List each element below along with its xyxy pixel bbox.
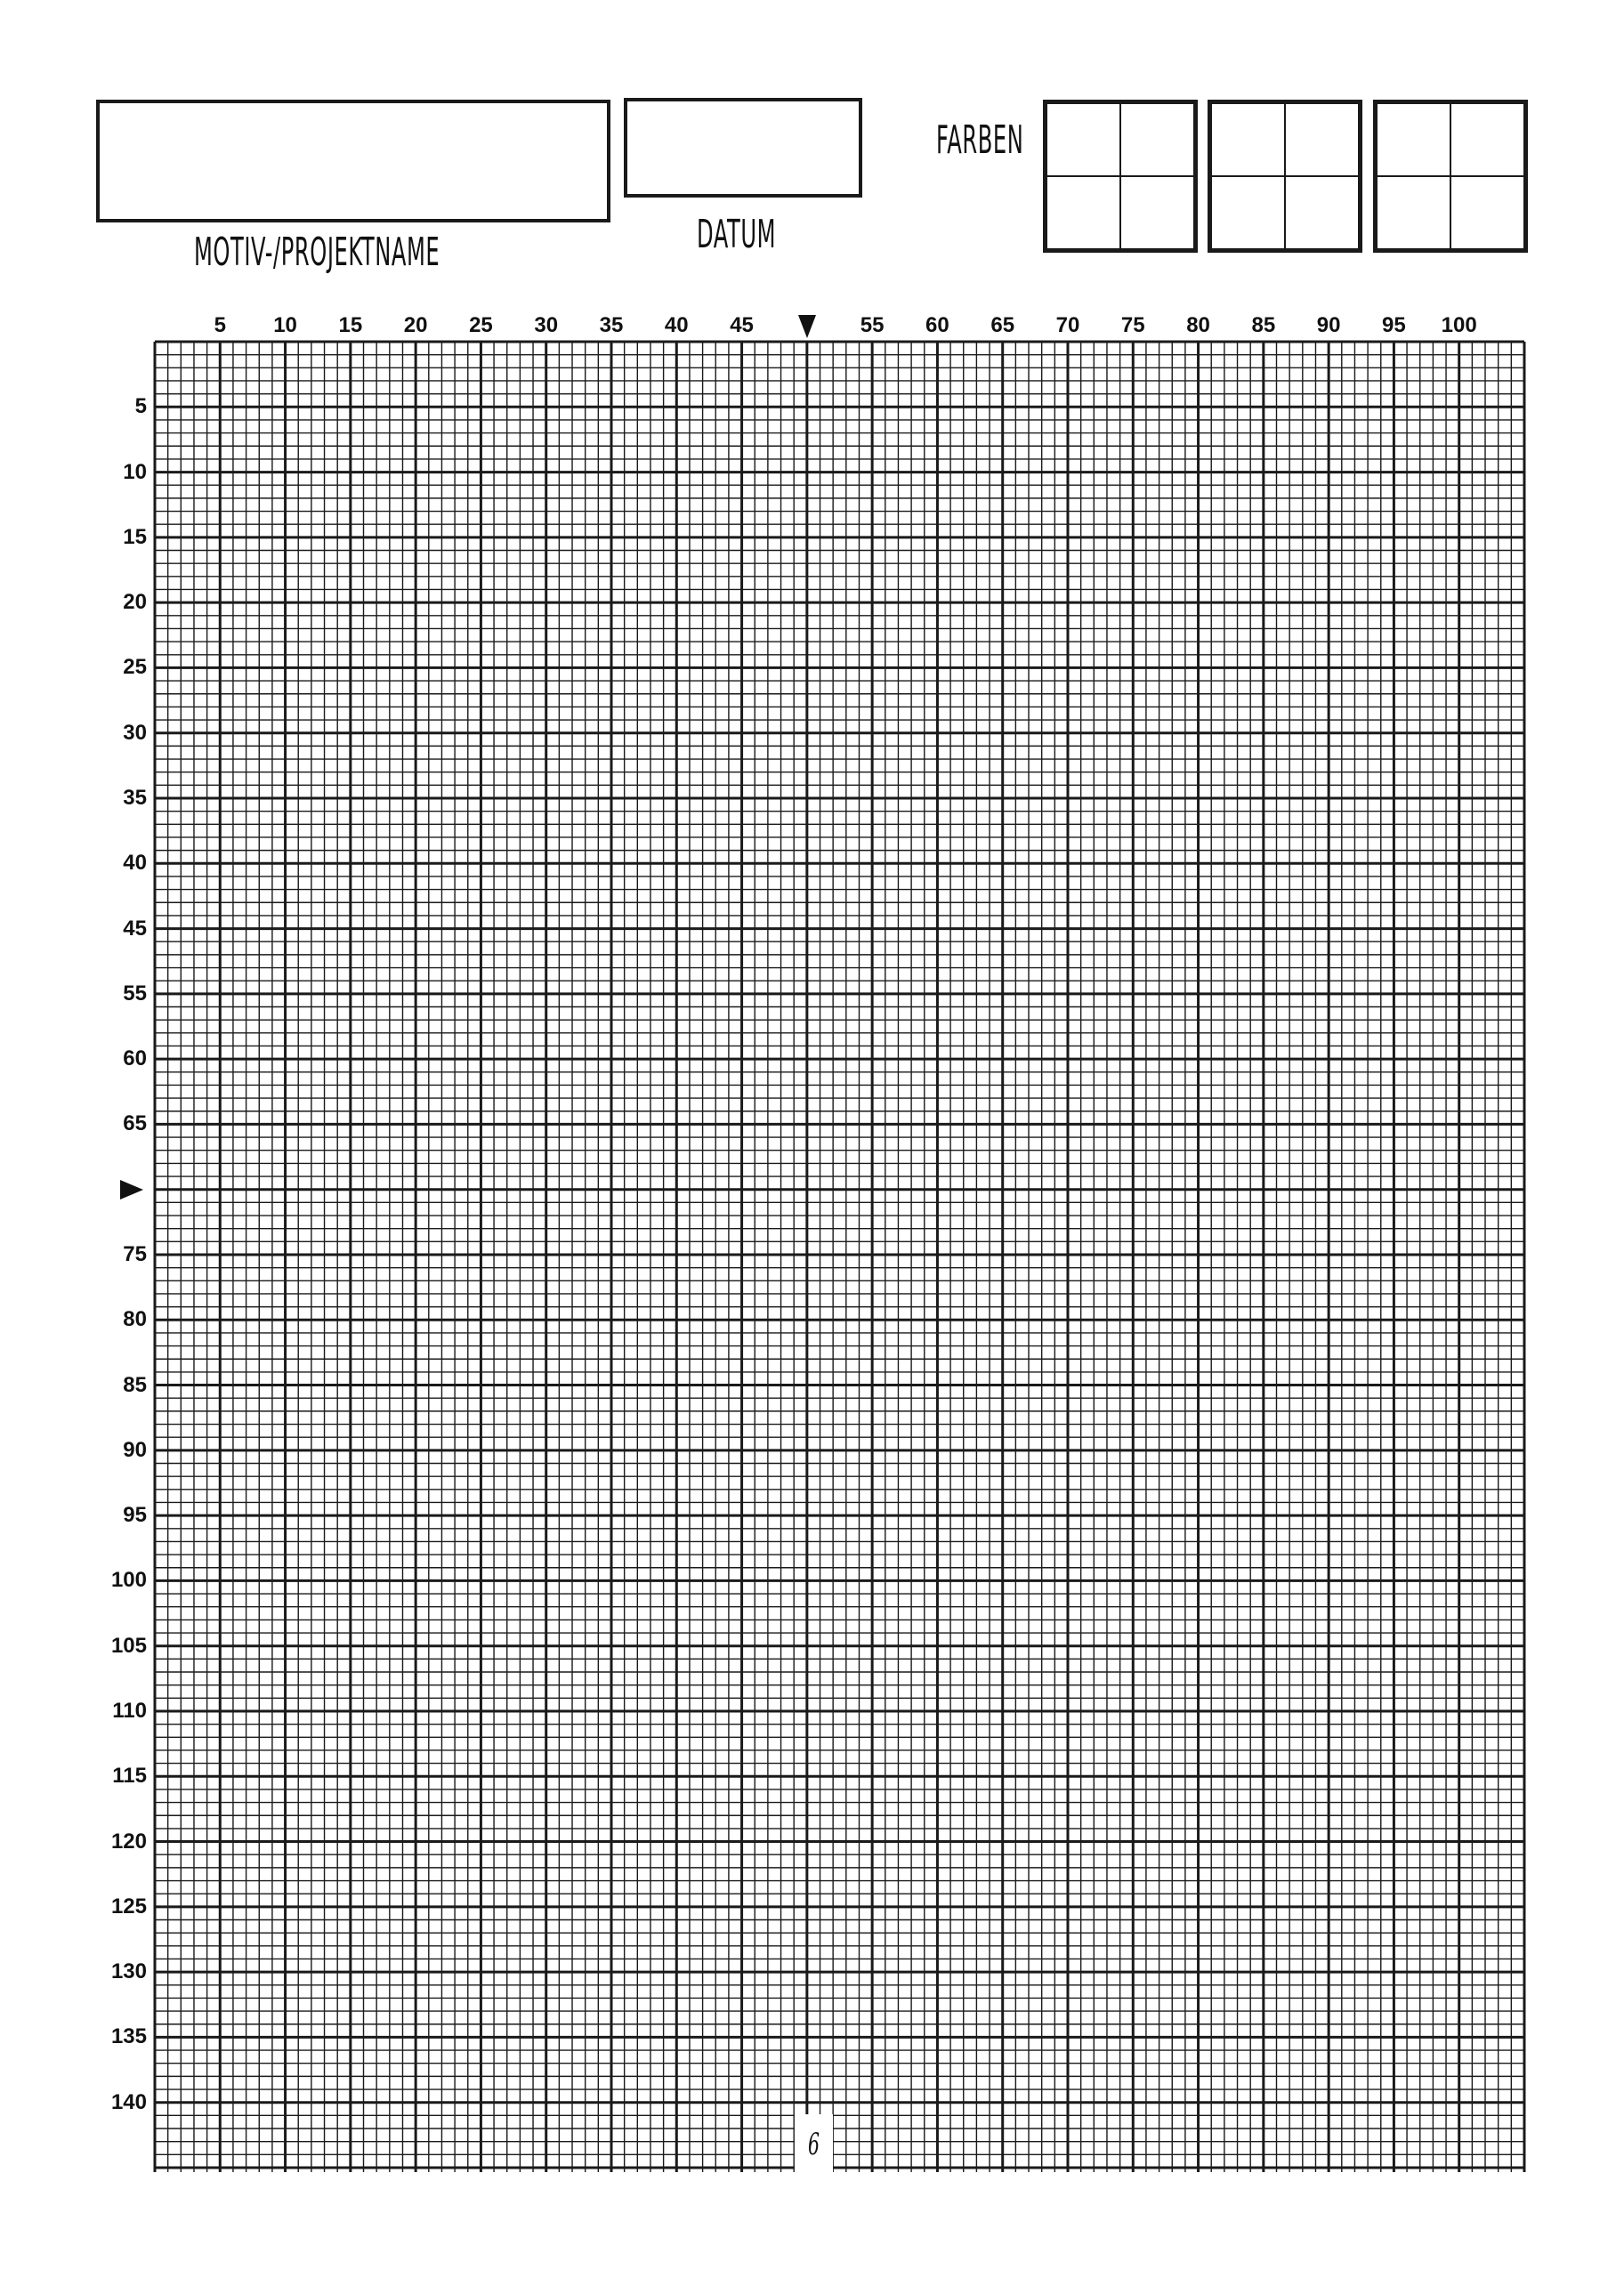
column-label: 45 [730, 313, 754, 337]
row-label: 15 [123, 524, 147, 549]
column-label: 40 [664, 313, 689, 337]
color-swatch[interactable] [1211, 103, 1285, 176]
project-name-label: MOTIV-/PROJEKTNAME [194, 230, 440, 275]
colors-label: FARBEN [936, 117, 1024, 163]
column-label: 10 [273, 313, 297, 337]
color-swatch[interactable] [1285, 103, 1359, 176]
row-label: 120 [110, 1829, 147, 1854]
color-swatch[interactable] [1377, 176, 1450, 249]
column-label: 85 [1251, 313, 1276, 337]
column-label: 80 [1186, 313, 1210, 337]
column-label: 25 [469, 313, 493, 337]
row-label: 5 [134, 394, 147, 419]
color-swatch[interactable] [1120, 103, 1194, 176]
row-label: 85 [123, 1372, 147, 1397]
color-swatch[interactable] [1285, 176, 1359, 249]
row-labels [76, 342, 147, 2168]
center-row-marker-icon [120, 1180, 143, 1200]
row-label: 55 [123, 981, 147, 1006]
row-label: 130 [110, 1959, 147, 1984]
grid-lines [154, 341, 1527, 2174]
color-swatch[interactable] [1046, 103, 1120, 176]
column-label: 5 [214, 313, 226, 337]
row-label: 115 [112, 1764, 147, 1789]
row-label: 140 [110, 2089, 147, 2114]
column-label: 55 [860, 313, 885, 337]
row-label: 75 [123, 1241, 147, 1266]
row-label: 65 [123, 1111, 147, 1136]
row-label: 40 [123, 851, 147, 876]
row-label: 60 [123, 1046, 147, 1071]
column-label: 35 [599, 313, 624, 337]
page-number: 6 [808, 2127, 820, 2162]
column-label: 90 [1316, 313, 1341, 337]
column-label: 20 [403, 313, 428, 337]
row-label: 135 [110, 2024, 147, 2049]
row-label: 105 [110, 1633, 147, 1658]
color-swatch[interactable] [1450, 176, 1524, 249]
row-label: 100 [110, 1568, 147, 1593]
color-swatch-group-1 [1043, 100, 1198, 253]
column-label: 65 [990, 313, 1015, 337]
row-label: 125 [110, 1894, 147, 1919]
column-label: 100 [1441, 313, 1477, 337]
row-label: 10 [123, 459, 147, 484]
color-swatch[interactable] [1046, 176, 1120, 249]
color-swatch-group-3 [1373, 100, 1528, 253]
column-label: 70 [1055, 313, 1080, 337]
color-swatch[interactable] [1450, 103, 1524, 176]
date-field[interactable] [624, 98, 862, 198]
row-label: 80 [123, 1307, 147, 1332]
row-label: 110 [112, 1698, 147, 1723]
row-label: 45 [123, 916, 147, 941]
center-column-marker-icon [798, 315, 816, 338]
row-label: 90 [123, 1437, 147, 1462]
project-name-field[interactable] [96, 100, 610, 222]
color-swatch[interactable] [1377, 103, 1450, 176]
column-label: 95 [1382, 313, 1406, 337]
color-swatch[interactable] [1120, 176, 1194, 249]
row-label: 25 [123, 655, 147, 680]
row-label: 35 [123, 785, 147, 810]
column-label: 15 [338, 313, 363, 337]
row-label: 30 [123, 720, 147, 745]
row-label: 20 [123, 590, 147, 615]
color-swatch-group-2 [1208, 100, 1362, 253]
column-label: 60 [925, 313, 949, 337]
column-label: 75 [1120, 313, 1145, 337]
row-label: 95 [123, 1503, 147, 1528]
page-number-box [795, 2114, 833, 2177]
date-label: DATUM [697, 212, 777, 257]
column-labels [155, 311, 1524, 336]
color-swatch[interactable] [1211, 176, 1285, 249]
column-label: 30 [534, 313, 559, 337]
